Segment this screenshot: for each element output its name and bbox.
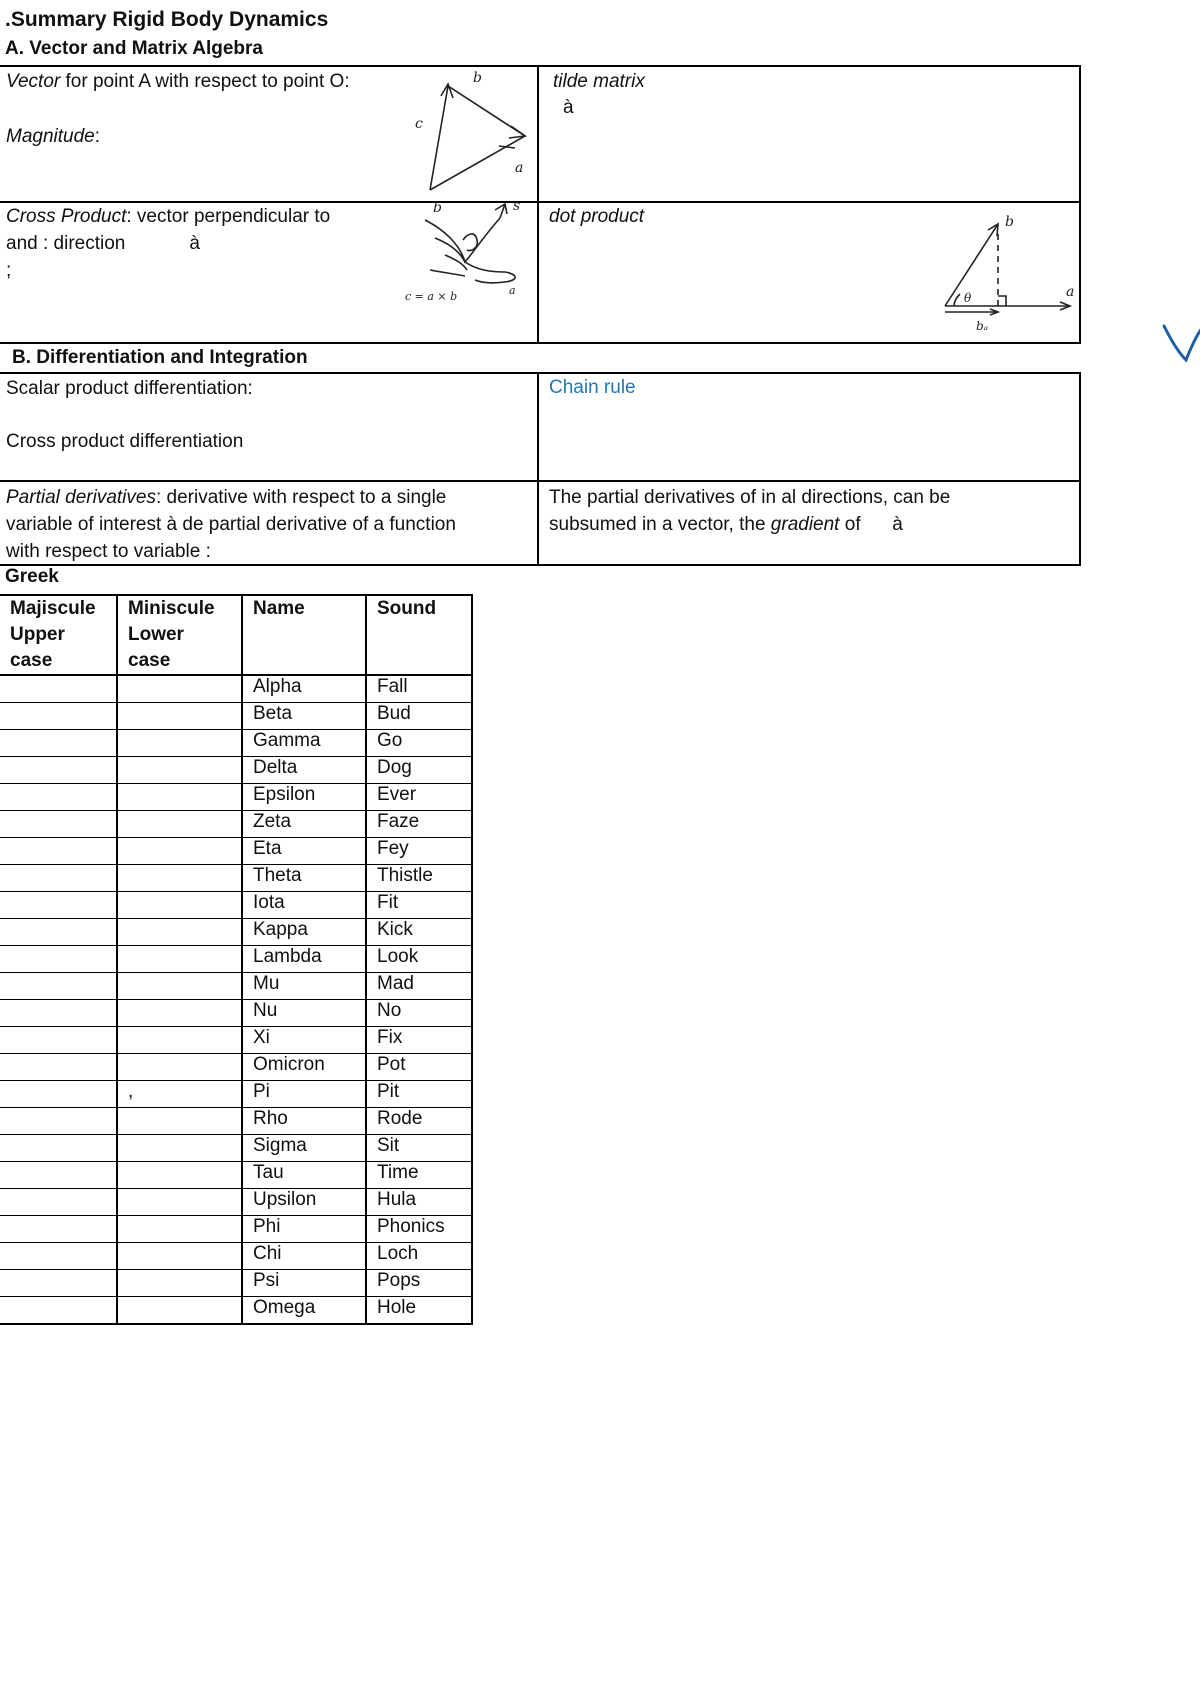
tilde-arrow: à xyxy=(563,97,574,118)
letter-sound-cell: Pops xyxy=(366,1270,472,1297)
letter-sound-cell: Fit xyxy=(366,892,472,919)
lower-case-cell xyxy=(117,1135,242,1162)
letter-sound-cell: No xyxy=(366,1000,472,1027)
upper-case-cell xyxy=(0,1216,117,1243)
gradient-post: of à xyxy=(839,514,903,535)
header-majiscule-line1: Majiscule xyxy=(10,598,96,619)
lower-case-cell xyxy=(117,1270,242,1297)
lower-case-cell xyxy=(117,1243,242,1270)
lower-case-cell xyxy=(117,1054,242,1081)
upper-case-cell xyxy=(0,811,117,838)
cross-direction-text: and : direction xyxy=(6,233,126,254)
letter-sound-cell: Faze xyxy=(366,811,472,838)
upper-case-cell xyxy=(0,892,117,919)
gradient-term: gradient xyxy=(770,514,840,535)
header-majiscule xyxy=(0,595,117,675)
lower-case-cell xyxy=(117,675,242,703)
letter-sound-cell: Look xyxy=(366,946,472,973)
upper-case-cell xyxy=(0,865,117,892)
lower-case-cell xyxy=(117,703,242,730)
letter-sound-cell: Ever xyxy=(366,784,472,811)
letter-sound-cell: Hula xyxy=(366,1189,472,1216)
table-row xyxy=(0,1054,472,1081)
cross-direction-line xyxy=(6,230,200,257)
magnitude-line xyxy=(6,123,100,150)
letter-name-cell: Rho xyxy=(242,1108,366,1135)
letter-name-cell: Sigma xyxy=(242,1135,366,1162)
letter-name-cell: Phi xyxy=(242,1216,366,1243)
cross-product-hand-sketch xyxy=(405,200,535,305)
letter-sound-cell: Mad xyxy=(366,973,472,1000)
greek-alphabet-table xyxy=(0,594,473,1325)
cross-sketch-label-s: s xyxy=(513,198,521,214)
partial-derivatives-term: Partial derivatives xyxy=(6,487,156,508)
letter-name-cell: Gamma xyxy=(242,730,366,757)
greek-heading: Greek xyxy=(5,566,59,587)
table-row xyxy=(0,811,472,838)
scalar-product-differentiation: Scalar product differentiation: xyxy=(6,378,253,399)
letter-sound-cell: Hole xyxy=(366,1297,472,1325)
greek-table-header-row xyxy=(0,595,472,675)
letter-name-cell: Delta xyxy=(242,757,366,784)
table-row xyxy=(0,1108,472,1135)
upper-case-cell xyxy=(0,1270,117,1297)
section-b-heading: B. Differentiation and Integration xyxy=(12,347,308,368)
upper-case-cell xyxy=(0,1081,117,1108)
lower-case-cell xyxy=(117,1162,242,1189)
dot-product-sketch xyxy=(940,212,1075,332)
partial-derivatives-line2: variable of interest à de partial derivative of a function xyxy=(6,514,456,535)
magnitude-term: Magnitude xyxy=(6,126,95,147)
header-miniscule-line2: Lower case xyxy=(128,624,184,671)
tilde-matrix-label: tilde matrix xyxy=(553,71,645,92)
vector-description: for point A with respect to point O: xyxy=(60,71,350,92)
sketch-label-c: c xyxy=(415,116,423,132)
dot-sketch-label-theta: θ xyxy=(964,291,972,305)
lower-case-cell xyxy=(117,784,242,811)
table-row xyxy=(0,1243,472,1270)
letter-sound-cell: Rode xyxy=(366,1108,472,1135)
letter-sound-cell: Dog xyxy=(366,757,472,784)
letter-name-cell: Psi xyxy=(242,1270,366,1297)
lower-case-cell xyxy=(117,946,242,973)
cross-product-line xyxy=(6,203,330,230)
upper-case-cell xyxy=(0,1189,117,1216)
lower-case-cell xyxy=(117,811,242,838)
gradient-line1: The partial derivatives of in al directions, can be xyxy=(549,487,951,508)
table-row xyxy=(0,1000,472,1027)
letter-name-cell: Upsilon xyxy=(242,1189,366,1216)
header-majiscule-line2: Upper case xyxy=(10,624,65,671)
table-row xyxy=(0,1216,472,1243)
upper-case-cell xyxy=(0,1054,117,1081)
cross-product-differentiation: Cross product differentiation xyxy=(6,431,244,452)
lower-case-cell xyxy=(117,973,242,1000)
dot-sketch-label-a: a xyxy=(1066,284,1075,300)
table-row xyxy=(0,703,472,730)
letter-sound-cell: Go xyxy=(366,730,472,757)
lower-case-cell xyxy=(117,1297,242,1325)
partial-derivatives-line3: with respect to variable : xyxy=(6,541,211,562)
table-row xyxy=(0,838,472,865)
table-row xyxy=(0,973,472,1000)
table-row xyxy=(0,1297,472,1325)
gradient-pre: subsumed in a vector, the xyxy=(549,514,771,535)
letter-sound-cell: Pit xyxy=(366,1081,472,1108)
lower-case-cell xyxy=(117,1000,242,1027)
letter-name-cell: Pi xyxy=(242,1081,366,1108)
lower-case-cell xyxy=(117,1108,242,1135)
lower-case-cell: , xyxy=(117,1081,242,1108)
letter-name-cell: Alpha xyxy=(242,675,366,703)
table-row xyxy=(0,1270,472,1297)
vector-line xyxy=(6,68,350,95)
partial-derivatives-line1 xyxy=(6,484,446,511)
letter-sound-cell: Kick xyxy=(366,919,472,946)
table-row xyxy=(0,730,472,757)
letter-name-cell: Theta xyxy=(242,865,366,892)
dot-product-label: dot product xyxy=(549,206,645,227)
cross-sketch-label-a: a xyxy=(509,284,516,297)
sketch-label-a: a xyxy=(515,160,524,176)
header-miniscule-line1: Miniscule xyxy=(128,598,215,619)
letter-name-cell: Iota xyxy=(242,892,366,919)
section-a-heading: A. Vector and Matrix Algebra xyxy=(5,38,263,59)
magnitude-colon: : xyxy=(94,126,101,147)
table-row xyxy=(0,946,472,973)
upper-case-cell xyxy=(0,1297,117,1325)
letter-name-cell: Epsilon xyxy=(242,784,366,811)
upper-case-cell xyxy=(0,838,117,865)
upper-case-cell xyxy=(0,757,117,784)
lower-case-cell xyxy=(117,865,242,892)
letter-sound-cell: Bud xyxy=(366,703,472,730)
letter-name-cell: Kappa xyxy=(242,919,366,946)
upper-case-cell xyxy=(0,703,117,730)
checkmark-icon xyxy=(1162,322,1200,366)
table-row xyxy=(0,865,472,892)
table-row xyxy=(0,1135,472,1162)
dot-sketch-label-b: b xyxy=(1005,214,1014,230)
letter-sound-cell: Pot xyxy=(366,1054,472,1081)
table-row xyxy=(0,784,472,811)
chain-rule-label: Chain rule xyxy=(549,377,636,398)
lower-case-cell xyxy=(117,1027,242,1054)
letter-name-cell: Eta xyxy=(242,838,366,865)
gradient-line2 xyxy=(549,511,903,538)
vector-term: Vector xyxy=(6,71,61,92)
cross-sketch-label-b: b xyxy=(433,200,442,216)
lower-case-cell xyxy=(117,1189,242,1216)
lower-case-cell xyxy=(117,730,242,757)
header-miniscule xyxy=(117,595,242,675)
letter-name-cell: Tau xyxy=(242,1162,366,1189)
upper-case-cell xyxy=(0,946,117,973)
lower-case-cell xyxy=(117,838,242,865)
table-row xyxy=(0,892,472,919)
header-name: Name xyxy=(242,595,366,675)
cross-sketch-equation: c = a × b xyxy=(405,290,458,303)
upper-case-cell xyxy=(0,1000,117,1027)
upper-case-cell xyxy=(0,919,117,946)
lower-case-cell xyxy=(117,1216,242,1243)
letter-name-cell: Zeta xyxy=(242,811,366,838)
table-row xyxy=(0,1189,472,1216)
cross-product-term: Cross Product xyxy=(6,206,127,227)
letter-sound-cell: Fix xyxy=(366,1027,472,1054)
upper-case-cell xyxy=(0,1027,117,1054)
table-row xyxy=(0,675,472,703)
letter-sound-cell: Fall xyxy=(366,675,472,703)
lower-case-cell xyxy=(117,892,242,919)
upper-case-cell xyxy=(0,1162,117,1189)
letter-sound-cell: Fey xyxy=(366,838,472,865)
upper-case-cell xyxy=(0,1108,117,1135)
sketch-label-b: b xyxy=(473,70,482,86)
cross-product-description: : vector perpendicular to xyxy=(126,206,331,227)
letter-name-cell: Omicron xyxy=(242,1054,366,1081)
letter-sound-cell: Thistle xyxy=(366,865,472,892)
letter-sound-cell: Sit xyxy=(366,1135,472,1162)
table-row xyxy=(0,1027,472,1054)
upper-case-cell xyxy=(0,730,117,757)
table-row xyxy=(0,1081,472,1108)
upper-case-cell xyxy=(0,973,117,1000)
letter-name-cell: Beta xyxy=(242,703,366,730)
upper-case-cell xyxy=(0,1135,117,1162)
cross-semicolon: ; xyxy=(6,260,12,281)
letter-sound-cell: Phonics xyxy=(366,1216,472,1243)
letter-sound-cell: Time xyxy=(366,1162,472,1189)
dot-sketch-label-ba: bₐ xyxy=(976,319,989,333)
upper-case-cell xyxy=(0,784,117,811)
upper-case-cell xyxy=(0,675,117,703)
letter-name-cell: Lambda xyxy=(242,946,366,973)
letter-name-cell: Xi xyxy=(242,1027,366,1054)
table-row xyxy=(0,757,472,784)
table-row xyxy=(0,1162,472,1189)
vector-triangle-sketch xyxy=(415,68,525,198)
partial-derivatives-text1: : derivative with respect to a single xyxy=(155,487,447,508)
letter-sound-cell: Loch xyxy=(366,1243,472,1270)
lower-case-cell xyxy=(117,757,242,784)
page-title: .Summary Rigid Body Dynamics xyxy=(5,8,329,31)
cross-direction-arrow: à xyxy=(189,233,200,254)
letter-name-cell: Mu xyxy=(242,973,366,1000)
letter-name-cell: Omega xyxy=(242,1297,366,1325)
upper-case-cell xyxy=(0,1243,117,1270)
lower-case-cell xyxy=(117,919,242,946)
letter-name-cell: Nu xyxy=(242,1000,366,1027)
header-sound: Sound xyxy=(366,595,472,675)
table-row xyxy=(0,919,472,946)
letter-name-cell: Chi xyxy=(242,1243,366,1270)
